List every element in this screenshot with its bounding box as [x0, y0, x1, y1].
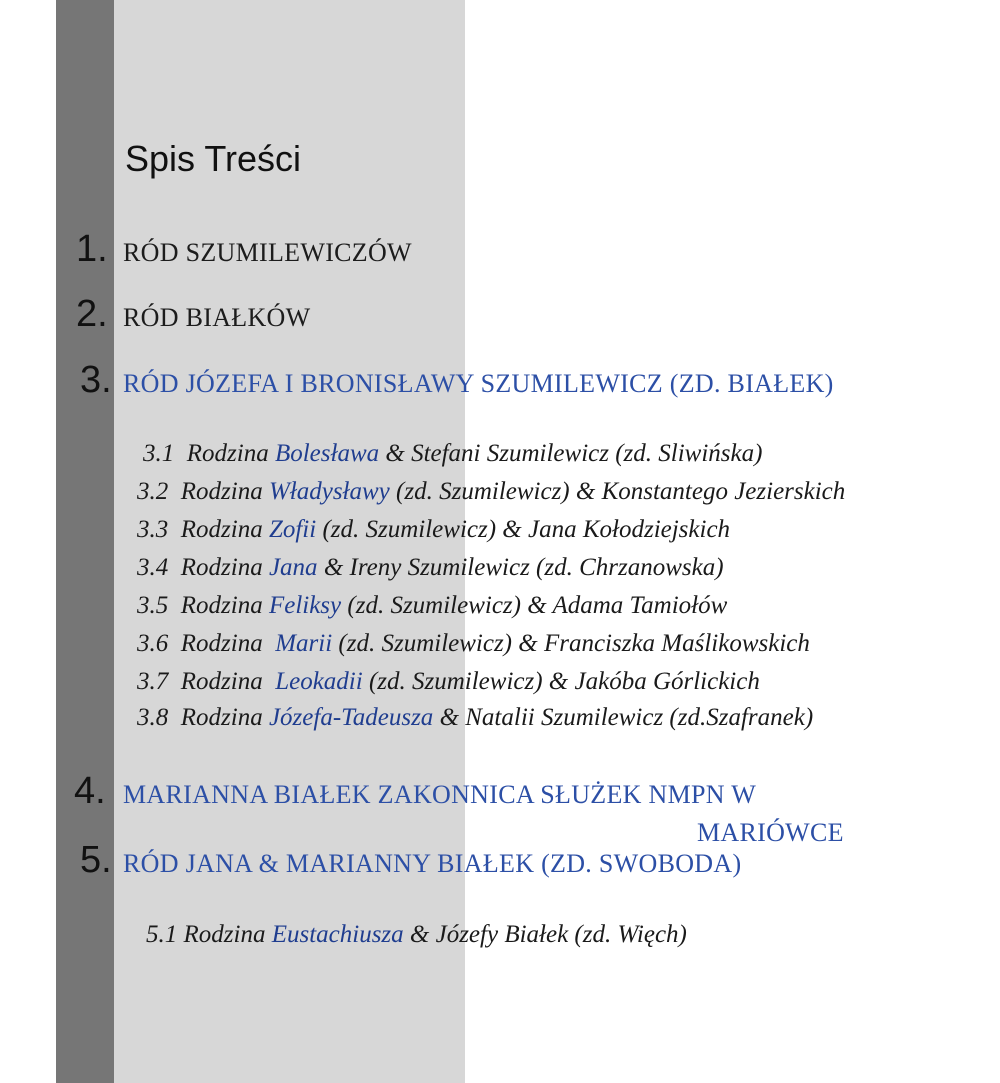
section-label: RÓD BIAŁKÓW — [123, 303, 311, 332]
section-number: 3. — [80, 359, 112, 401]
subsection-rest: & Stefani Szumilewicz (zd. Sliwińska) — [385, 440, 763, 467]
toc-subsection-3-7[interactable] — [137, 668, 760, 696]
subsection-name: Jana — [268, 554, 318, 581]
subsection-number: 3.7 — [137, 668, 169, 695]
subsection-rest: (zd. Szumilewicz) & Jakóba Górlickich — [368, 668, 760, 695]
section-label: RÓD SZUMILEWICZÓW — [123, 238, 412, 267]
toc-subsection-3-4[interactable] — [137, 554, 724, 582]
section-number: 5. — [80, 839, 112, 881]
subsection-name: Józefa-Tadeusza — [268, 704, 434, 731]
toc-subsection-5-1[interactable] — [146, 921, 687, 949]
subsection-number: 3.1 — [143, 440, 175, 467]
section-label: RÓD JANA & MARIANNY BIAŁEK (ZD. SWOBODA) — [123, 849, 742, 878]
section-number: 2. — [76, 293, 108, 335]
subsection-name: Eustachiusza — [271, 921, 404, 948]
toc-subsection-3-3[interactable] — [137, 516, 730, 544]
subsection-name: Feliksy — [268, 592, 342, 619]
section-number: 1. — [76, 228, 108, 270]
subsection-number: 3.3 — [137, 516, 169, 543]
toc-subsection-3-2[interactable] — [137, 478, 845, 506]
toc-subsection-3-1[interactable] — [143, 440, 762, 468]
subsection-prefix: Rodzina — [183, 921, 266, 948]
section-label: RÓD JÓZEFA I BRONISŁAWY SZUMILEWICZ (ZD. BIAŁEK) — [123, 369, 834, 398]
section-4-label-continuation: MARIÓWCE — [697, 818, 844, 847]
subsection-number: 5.1 — [146, 921, 178, 948]
subsection-name: Bolesława — [274, 440, 380, 467]
subsection-prefix: Rodzina — [186, 440, 269, 467]
subsection-prefix: Rodzina — [180, 630, 263, 657]
subsection-prefix: Rodzina — [180, 704, 263, 731]
subsection-rest: (zd. Szumilewicz) & Adama Tamiołów — [347, 592, 728, 619]
subsection-number: 3.2 — [137, 478, 169, 505]
subsection-name: Zofii — [268, 516, 317, 543]
subsection-rest: & Ireny Szumilewicz (zd. Chrzanowska) — [323, 554, 724, 581]
subsection-prefix: Rodzina — [180, 516, 263, 543]
subsection-rest: & Józefy Białek (zd. Więch) — [409, 921, 687, 948]
section-number: 4. — [74, 770, 106, 812]
section-label: MARIANNA BIAŁEK ZAKONNICA SŁUŻEK NMPN W — [123, 780, 757, 809]
subsection-rest: (zd. Szumilewicz) & Konstantego Jezierskich — [396, 478, 846, 505]
subsection-number: 3.5 — [137, 592, 169, 619]
toc-subsection-3-8[interactable] — [137, 704, 813, 732]
page-title: Spis Treści — [125, 138, 302, 179]
toc-subsection-3-6[interactable] — [137, 630, 810, 658]
subsection-rest: (zd. Szumilewicz) & Franciszka Maślikowskich — [338, 630, 810, 657]
subsection-rest: & Natalii Szumilewicz (zd.Szafranek) — [439, 704, 814, 731]
subsection-number: 3.6 — [137, 630, 169, 657]
subsection-prefix: Rodzina — [180, 668, 263, 695]
subsection-prefix: Rodzina — [180, 554, 263, 581]
subsection-prefix: Rodzina — [180, 478, 263, 505]
subsection-name: Leokadii — [275, 668, 363, 695]
subsection-prefix: Rodzina — [180, 592, 263, 619]
sidebar-band-dark — [56, 0, 114, 1083]
subsection-name: Władysławy — [268, 478, 390, 505]
subsection-rest: (zd. Szumilewicz) & Jana Kołodziejskich — [322, 516, 731, 543]
subsection-number: 3.4 — [137, 554, 169, 581]
subsection-number: 3.8 — [137, 704, 169, 731]
subsection-name: Marii — [275, 630, 333, 657]
toc-subsection-3-5[interactable] — [137, 592, 727, 620]
